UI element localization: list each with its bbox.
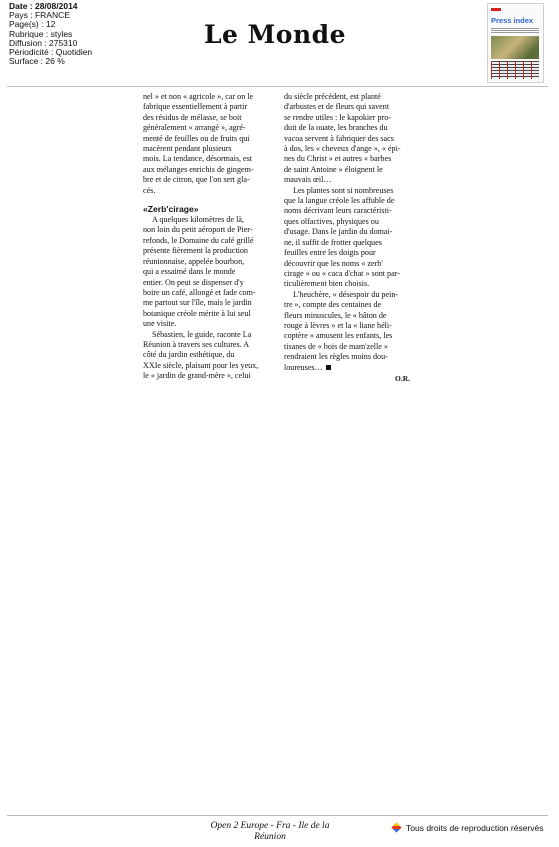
meta-circulation: Diffusion : 275310 (9, 37, 78, 48)
text-line: duit de la ouate, les branches du (284, 123, 388, 133)
masthead-logo: Le Monde (203, 20, 347, 49)
text-line: ticulièrement bien choisis. (284, 279, 370, 289)
article-column-2 (284, 92, 410, 384)
text-line: qui a essaimé dans le monde (143, 267, 236, 277)
text-line: macèrent pendant plusieurs (143, 144, 232, 154)
source-line-2: Réunion (254, 831, 286, 842)
text-line: botanique créole mérite à lui seul (143, 308, 251, 318)
text-line: cirage » ou « caca d'chat » sont par- (284, 268, 400, 278)
text-line: ques olfactives, physiques ou (284, 216, 379, 226)
text-line: découvrir que les noms « zerb' (284, 258, 383, 268)
copyright-notice (392, 823, 544, 833)
text-line: non loin du petit aéroport de Pier- (143, 225, 253, 235)
text-line: rouge à lèvres » et la « liane héli- (284, 320, 392, 330)
text-line: Les plantes sont si nombreuses (293, 185, 394, 195)
text-line: feuilles entre les doigts pour (284, 248, 376, 258)
text-line: cés. (143, 185, 156, 195)
text-line: mois. La tendance, désormais, est (143, 154, 253, 164)
meta-country: Pays : FRANCE (9, 10, 70, 21)
meta-pages: Page(s) : 12 (9, 19, 56, 30)
col1-body (143, 215, 269, 382)
text-line: Sébastien, le guide, raconte La (152, 329, 252, 339)
thumbnail-text-lines (491, 28, 539, 34)
page-thumbnail[interactable] (487, 3, 544, 83)
rights-text: Tous droits de reproduction réservés (406, 823, 544, 833)
text-line: rendraient les règles moins dou- (284, 352, 388, 362)
text-line: réunionnaise, appelée bourbon, (143, 256, 245, 266)
thumbnail-brand: Press index (491, 16, 534, 25)
text-line: d'usage. Dans le jardin du domai- (284, 227, 393, 237)
text-line: à dos, les « cheveux d'ange », « épi- (284, 144, 401, 154)
author-signature: O.R. (395, 373, 410, 383)
text-line: entier. On peut se dispenser d'y (143, 277, 244, 287)
text-line: vacoa servent à fabriquer des sacs (284, 133, 394, 143)
text-line: nel » et non « agricole », car on le (143, 92, 254, 101)
text-line: une visite. (143, 319, 177, 329)
text-line: présente fièrement la production (143, 246, 248, 256)
text-line: tisanes de « bois de mam'zelle » (284, 341, 388, 351)
text-line: fabrique essentiellement à partir (143, 102, 248, 112)
text-line: noms décrivant leurs caractéristi- (284, 206, 392, 216)
text-line: ne, il suffit de frotter quelques (284, 237, 382, 247)
text-line: se rendre utiles : le kapokier pro- (284, 112, 391, 122)
text-line: L'heuchère, « désespoir du pein- (293, 289, 399, 299)
text-line: Réunion à travers ses cultures. A (143, 339, 250, 349)
meta-frequency: Périodicité : Quotidien (9, 47, 93, 58)
header-divider (7, 86, 548, 87)
thumbnail-accent (491, 8, 501, 11)
text-line: coptère » amusent les enfants, les (284, 331, 393, 341)
text-line-last (284, 363, 410, 373)
text-line: A quelques kilomètres de là, (152, 215, 244, 225)
text-line: des résidus de mélasse, se boit (143, 112, 242, 122)
source-line-1: Open 2 Europe - Fra - Ile de la (210, 821, 330, 831)
article-column-1 (143, 92, 269, 382)
text-line: menté de feuilles ou de fruits qui (143, 133, 250, 143)
thumbnail-table (491, 61, 539, 79)
text-line: XXIe siècle, plaisant pour les yeux, (143, 360, 259, 370)
press-metadata (9, 2, 92, 66)
text-line: loureuses… (284, 362, 323, 372)
text-line: de saint Antoine » éloignent le (284, 164, 383, 174)
text-line: nes du Christ » et autres « barbes (284, 154, 392, 164)
publisher-logo-icon (391, 822, 401, 832)
text-line: généralement « arrangé », agré- (143, 123, 246, 133)
footer-divider (7, 815, 548, 816)
col1-intro (143, 92, 269, 196)
text-line: aux mélanges enrichis de gingem- (143, 164, 254, 174)
text-line: que la langue créole les affuble de (284, 196, 395, 206)
section-heading: «Zerb'cirage» (143, 204, 199, 215)
text-line: fleurs minuscules, le « bâton de (284, 310, 387, 320)
text-line: bre et de citron, que l'on sert gla- (143, 175, 250, 185)
end-of-article-mark (326, 365, 331, 370)
text-line: boire un café, allongé et fade com- (143, 287, 256, 297)
thumbnail-photo (491, 36, 539, 59)
source-credit (200, 821, 340, 842)
text-line: refonds, le Domaine du café grillé (143, 235, 254, 245)
text-line: tre », compte des centaines de (284, 300, 382, 310)
text-line: le « jardin de grand-mère », celui (143, 371, 251, 381)
meta-date: Date : 28/08/2014 (9, 1, 78, 11)
text-line: me partout sur l'île, mais le jardin (143, 298, 252, 308)
meta-section: Rubrique : styles (9, 28, 73, 39)
text-line: côté du jardin esthétique, du (143, 350, 235, 360)
text-line: mauvais œil… (284, 175, 332, 185)
text-line: d'arbustes et de fleurs qui savent (284, 102, 390, 112)
meta-surface: Surface : 26 % (9, 56, 65, 67)
text-line: du siècle précédent, est planté (284, 92, 381, 101)
